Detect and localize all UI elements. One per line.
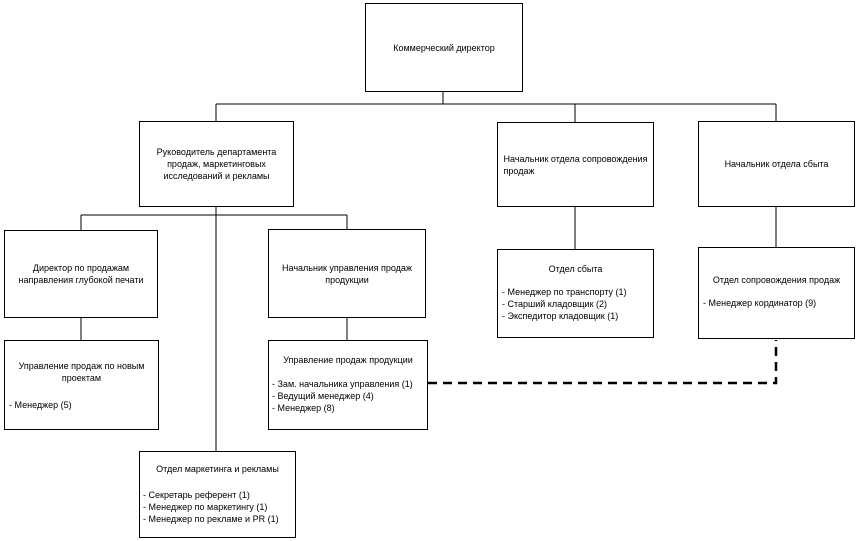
node-deep-print-director — [4, 230, 158, 318]
list-item: - Менеджер по рекламе и PR (1) — [143, 514, 279, 524]
node-commercial-director — [365, 3, 523, 92]
node-title: Начальник отдела сопровождения продаж — [503, 153, 648, 176]
list-item: - Ведущий менеджер (4) — [272, 391, 374, 401]
node-title: Отдел сопровождения продаж — [712, 275, 841, 285]
role-list — [272, 378, 424, 414]
node-sales-unit — [497, 249, 654, 338]
node-title: Начальник управления продаж продукции — [282, 262, 412, 285]
node-sales-marketing-head — [139, 121, 294, 207]
node-new-projects-mgmt — [4, 340, 159, 430]
role-list — [703, 297, 850, 309]
node-title: Коммерческий директор — [393, 42, 495, 53]
node-title: Руководитель департамента продаж, маркетинговых исследований и рекламы — [156, 147, 277, 181]
role-list — [502, 286, 649, 322]
node-sales-support-unit — [698, 247, 855, 339]
list-item: - Менеджер (5) — [9, 400, 72, 410]
node-title: Отдел сбыта — [548, 264, 603, 274]
node-sales-dept-head — [698, 121, 855, 207]
node-product-sales-mgmt — [268, 340, 428, 430]
list-item: - Экспедитор кладовщик (1) — [502, 311, 619, 321]
node-title: Управление продаж продукции — [283, 355, 413, 365]
dashed-connector — [428, 340, 776, 383]
list-item: - Менеджер (8) — [272, 403, 335, 413]
node-title: Директор по продажам направления глубокой печати — [18, 263, 144, 285]
role-list — [9, 399, 154, 411]
list-item: - Зам. начальника управления (1) — [272, 379, 413, 389]
list-item: - Менеджер по маркетингу (1) — [143, 502, 268, 512]
node-sales-support-head — [497, 122, 654, 207]
list-item: - Менеджер по транспорту (1) — [502, 287, 627, 297]
node-marketing-unit — [139, 451, 296, 538]
node-title: Управление продаж по новым проектам — [18, 361, 145, 383]
list-item: - Менеджер кординатор (9) — [703, 298, 817, 308]
list-item: - Старший кладовщик (2) — [502, 299, 608, 309]
list-item: - Секретарь референт (1) — [143, 490, 250, 500]
node-title: Начальник отдела сбыта — [724, 159, 829, 169]
role-list — [143, 489, 292, 525]
node-title: Отдел маркетинга и рекламы — [156, 464, 279, 474]
node-product-sales-head — [268, 229, 426, 318]
